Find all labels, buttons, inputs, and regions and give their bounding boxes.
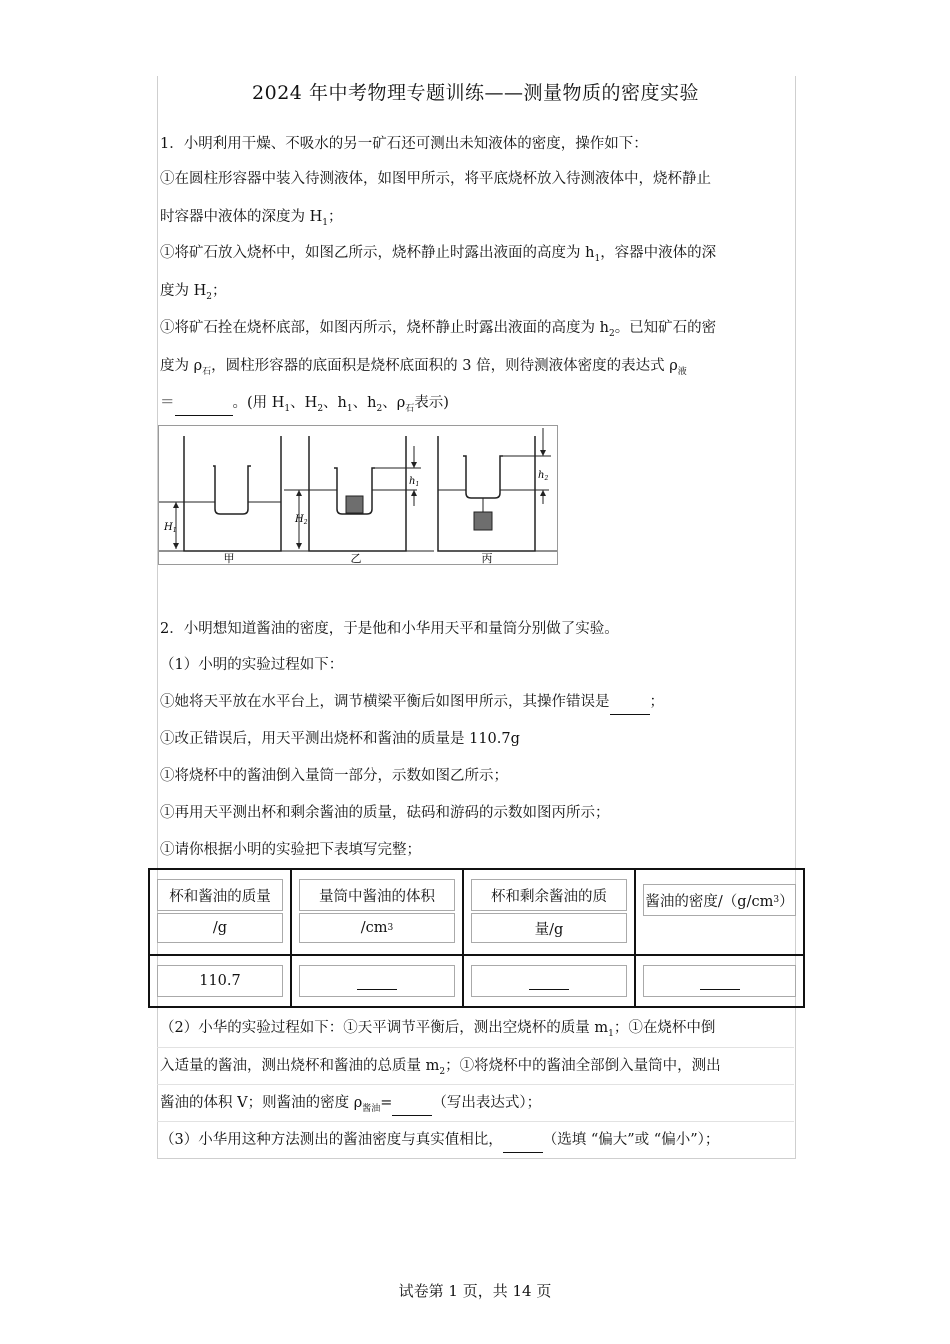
q1-step2-line1	[160, 243, 716, 269]
q1-step1-line2	[160, 207, 343, 233]
diagram-bing	[438, 428, 557, 564]
q2-step5: ①请你根据小明的实验把下表填写完整；	[160, 842, 421, 858]
q1-intro: 1．小明利用干燥、不吸水的另一矿石还可测出未知液体的密度，操作如下：	[160, 136, 648, 152]
subscript: 石	[202, 367, 212, 377]
q1-figure	[158, 425, 558, 565]
text: ，容器中液体的深	[600, 245, 717, 261]
text: ；	[649, 694, 664, 710]
answer-blank[interactable]	[529, 973, 569, 990]
answer-cell[interactable]	[471, 965, 627, 997]
data-table	[148, 868, 805, 1008]
text: ；	[328, 209, 343, 225]
text: 时容器中液体的深度为 H	[160, 209, 323, 225]
table-cell	[635, 955, 804, 1007]
diagram-jia	[159, 436, 309, 564]
q1-step3-line3	[160, 393, 449, 419]
header-text: 量筒中酱油的体积	[299, 879, 455, 911]
text: ；①在烧杯中倒	[613, 1020, 716, 1036]
label-bing: 丙	[481, 552, 493, 564]
q2-step4: ①再用天平测出杯和剩余酱油的质量，砝码和游码的示数如图丙所示；	[160, 805, 610, 821]
table-header-row	[149, 869, 804, 955]
q2-part2-line1	[160, 1018, 715, 1044]
label-h1: $h_1$	[409, 476, 420, 488]
superscript: 3	[773, 895, 780, 905]
q2-part1-heading: （1）小明的实验过程如下：	[160, 657, 344, 673]
text: ①将矿石拴在烧杯底部，如图丙所示，烧杯静止时露出液面的高度为 h	[160, 320, 609, 336]
answer-cell[interactable]	[299, 965, 455, 997]
text: 。(用 H	[232, 395, 285, 411]
text: ①她将天平放在水平台上，调节横梁平衡后如图甲所示，其操作错误是	[160, 694, 610, 710]
subscript: 液	[677, 367, 687, 377]
text: （3）小华用这种方法测出的酱油密度与真实值相比，	[160, 1132, 503, 1148]
text: =	[380, 1095, 393, 1111]
header-text: 杯和酱油的质量	[157, 879, 283, 911]
subscript: 1	[322, 218, 328, 228]
answer-blank[interactable]	[175, 395, 233, 416]
table-header-cell	[291, 869, 463, 955]
answer-blank[interactable]	[392, 1095, 432, 1116]
q2-part3	[160, 1130, 719, 1153]
page-title: 2024 年中考物理专题训练——测量物质的密度实验	[252, 82, 699, 104]
table-cell	[463, 955, 635, 1007]
row-divider	[157, 1121, 794, 1122]
text: 、h	[323, 395, 347, 411]
header-unit: 量/g	[471, 913, 627, 943]
answer-blank[interactable]	[700, 973, 740, 990]
text: （2）小华的实验过程如下：①天平调节平衡后，测出空烧杯的质量 m	[160, 1020, 609, 1036]
q1-step2-line2	[160, 281, 227, 307]
label-yi: 乙	[350, 552, 362, 564]
subscript: 2	[206, 292, 212, 302]
text: 酱油的密度/（g/cm	[645, 893, 774, 910]
text: （选填 “偏大”或 “偏小”）；	[542, 1132, 720, 1148]
q2-step3: ①将烧杯中的酱油倒入量筒一部分，示数如图乙所示；	[160, 768, 508, 784]
text: 度为 ρ	[160, 358, 203, 374]
text: ①将矿石放入烧杯中，如图乙所示，烧杯静止时露出液面的高度为 h	[160, 245, 595, 261]
text: ＝	[160, 395, 175, 411]
subscript: 1	[608, 1029, 614, 1039]
text: ；①将烧杯中的酱油全部倒入量筒中，测出	[445, 1058, 721, 1074]
text: 表示)	[414, 395, 449, 411]
subscript: 酱油	[362, 1104, 381, 1114]
answer-blank[interactable]	[357, 973, 397, 990]
subscript: 1	[284, 404, 291, 414]
text: 酱油的体积 V；则酱油的密度 ρ	[160, 1095, 363, 1111]
text: 入适量的酱油，测出烧杯和酱油的总质量 m	[160, 1058, 440, 1074]
q2-part2-line3	[160, 1093, 541, 1119]
table-header-cell	[635, 869, 804, 955]
text: 度为 H	[160, 283, 207, 299]
text: 、ρ	[382, 395, 406, 411]
q2-step2: ①改正错误后，用天平测出烧杯和酱油的质量是 110.7g	[160, 731, 520, 747]
header-text: 杯和剩余酱油的质	[471, 879, 627, 911]
label-h2: $h_2$	[538, 470, 549, 482]
cell-value: 110.7	[157, 965, 283, 997]
subscript: 2	[439, 1067, 446, 1077]
q1-step1-line1: ①在圆柱形容器中装入待测液体，如图甲所示，将平底烧杯放入待测液体中，烧杯静止	[160, 171, 711, 187]
table-header-cell	[149, 869, 291, 955]
text: 。已知矿石的密	[614, 320, 717, 336]
text: ）	[779, 893, 794, 910]
superscript: 3	[387, 923, 394, 933]
subscript: 2	[608, 329, 615, 339]
text: 、h	[352, 395, 377, 411]
text: ；	[212, 283, 227, 299]
answer-blank[interactable]	[610, 694, 650, 715]
table-cell	[149, 955, 291, 1007]
header-text	[643, 884, 796, 916]
subscript: 2	[376, 404, 383, 414]
subscript: 石	[405, 404, 415, 414]
table-row	[149, 955, 804, 1007]
subscript: 1	[594, 254, 601, 264]
label-H1: $H_1$	[164, 522, 177, 534]
table-cell	[291, 955, 463, 1007]
subscript: 1	[346, 404, 353, 414]
text: /cm	[360, 920, 388, 936]
q1-step3-line1	[160, 318, 716, 344]
row-divider	[157, 1084, 794, 1085]
table-header-cell	[463, 869, 635, 955]
q2-part2-line2	[160, 1056, 721, 1082]
header-unit	[299, 913, 455, 943]
label-jia: 甲	[223, 552, 235, 564]
q2-step1	[160, 692, 664, 715]
subscript: 2	[317, 404, 324, 414]
label-H2: $H_2$	[295, 514, 308, 526]
text: （写出表达式）；	[432, 1095, 542, 1111]
page-footer: 试卷第 1 页，共 14 页	[398, 1282, 552, 1300]
answer-cell[interactable]	[643, 965, 796, 997]
answer-blank[interactable]	[503, 1132, 543, 1153]
row-divider	[157, 1047, 794, 1048]
container-diagram	[159, 426, 557, 564]
q1-step3-line2	[160, 356, 687, 382]
text: ，圆柱形容器的底面积是烧杯底面积的 3 倍，则待测液体密度的表达式 ρ	[211, 358, 678, 374]
text: 、H	[290, 395, 318, 411]
diagram-yi	[284, 436, 434, 564]
header-unit: /g	[157, 913, 283, 943]
q2-intro: 2．小明想知道酱油的密度，于是他和小华用天平和量筒分别做了实验。	[160, 621, 619, 637]
